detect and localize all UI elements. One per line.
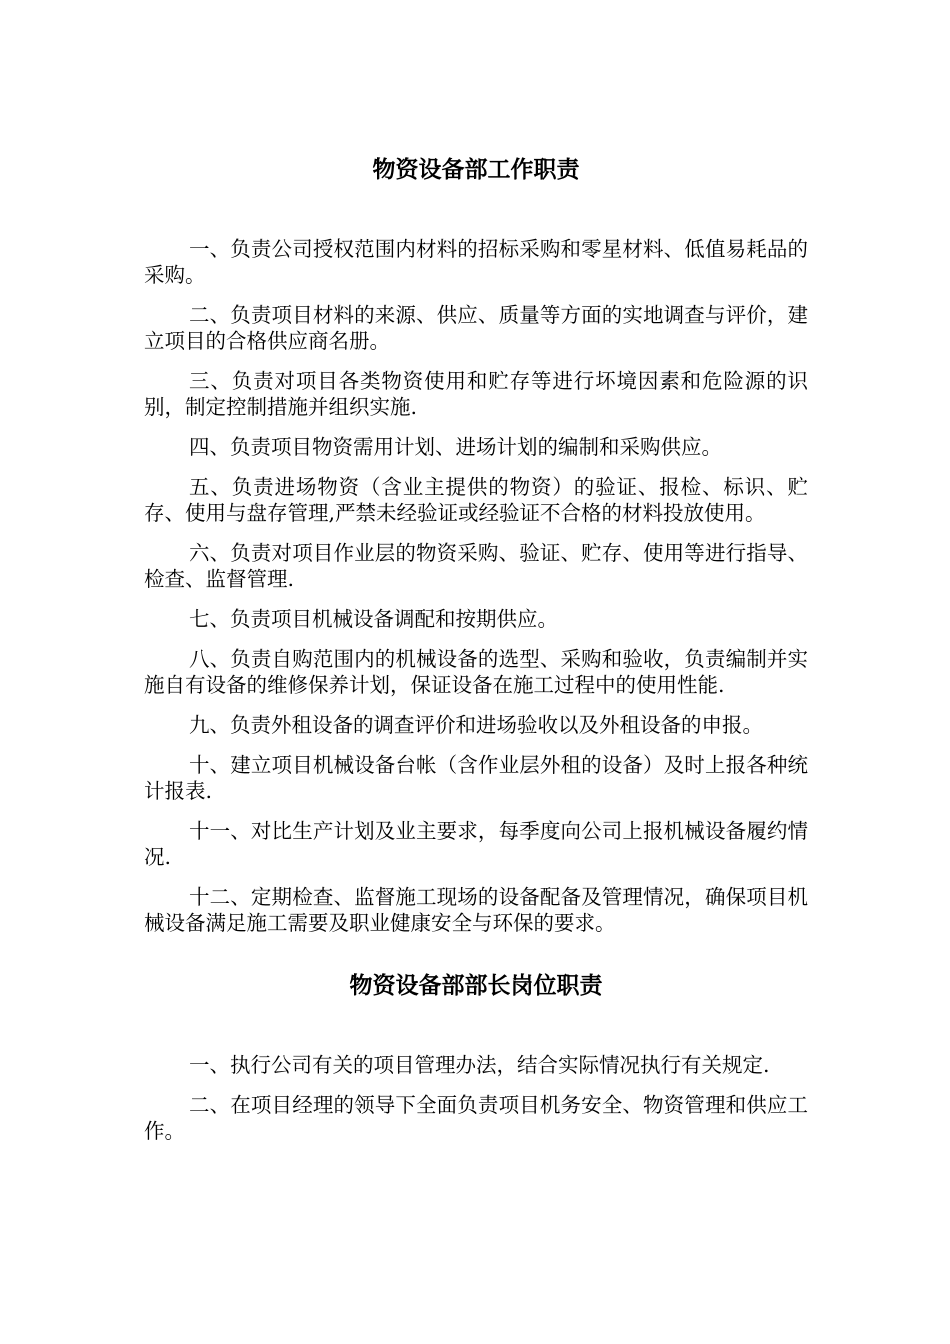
section-title-department-duties: 物资设备部工作职责 <box>372 157 580 183</box>
duty-item-3: 三、负责对项目各类物资使用和贮存等进行坏境因素和危险源的识别，制定控制措施并组织实施. <box>144 369 808 419</box>
duty-item-6: 六、负责对项目作业层的物资采购、验证、贮存、使用等进行指导、检查、监督管理. <box>144 541 808 591</box>
duty-item-12: 十二、定期检查、监督施工现场的设备配备及管理情况，确保项目机械设备满足施工需要及职业健康安全与环保的要求。 <box>144 885 808 935</box>
section-title-director-duties: 物资设备部部长岗位职责 <box>349 973 603 999</box>
duty-item-9: 九、负责外租设备的调查评价和进场验收以及外租设备的申报。 <box>189 713 763 737</box>
duty-item-10: 十、建立项目机械设备台帐（含作业层外租的设备）及时上报各种统计报表. <box>144 753 808 803</box>
duty-item-8: 八、负责自购范围内的机械设备的选型、采购和验收，负责编制并实施自有设备的维修保养计划，保证设备在施工过程中的使用性能. <box>144 647 808 697</box>
duty-item-1: 一、负责公司授权范围内材料的招标采购和零星材料、低值易耗品的采购。 <box>144 237 808 287</box>
duty-item-2: 二、负责项目材料的来源、供应、质量等方面的实地调查与评价，建立项目的合格供应商名册。 <box>144 303 808 353</box>
duty-item-7: 七、负责项目机械设备调配和按期供应。 <box>189 607 558 631</box>
director-duty-item-1: 一、执行公司有关的项目管理办法，结合实际情况执行有关规定. <box>189 1053 770 1077</box>
duty-item-4: 四、负责项目物资需用计划、进场计划的编制和采购供应。 <box>189 435 722 459</box>
document-content <box>144 150 808 1158</box>
director-duty-item-2: 二、在项目经理的领导下全面负责项目机务安全、物资管理和供应工作。 <box>144 1093 808 1143</box>
duty-item-5: 五、负责进场物资（含业主提供的物资）的验证、报检、标识、贮存、使用与盘存管理,严禁未经验证或经验证不合格的材料投放使用。 <box>144 475 808 525</box>
duty-item-11: 十一、对比生产计划及业主要求，每季度向公司上报机械设备履约情况. <box>144 819 808 869</box>
